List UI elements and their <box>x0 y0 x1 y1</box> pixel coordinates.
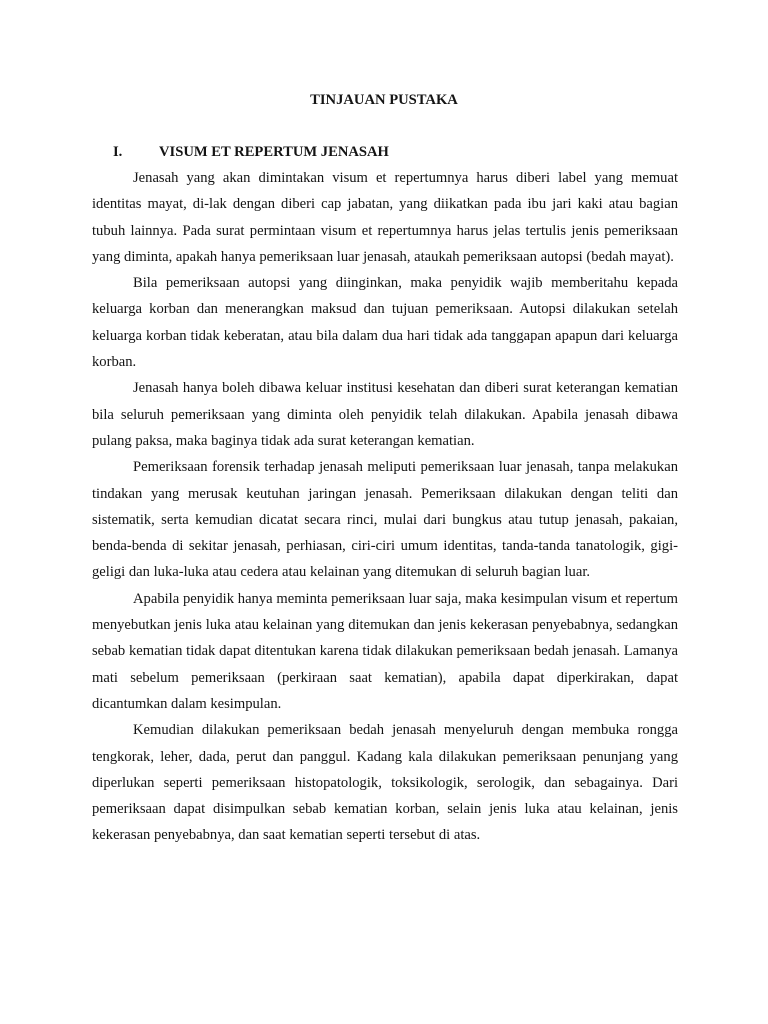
paragraph-external-conclusion: Apabila penyidik hanya meminta pemeriksaan luar saja, maka kesimpulan visum et repertum menyebutkan jenis luka atau kelainan yang ditemukan dan jenis kekerasan penyebabnya, sedangkan sebab kematian tidak dapat ditentukan karena tidak dilakukan pemeriksaan bedah jenasah. Lamanya mati sebelum pemeriksaan (perkiraan saat kematian), apabila dapat diperkirakan, dapat dicantumkan dalam kesimpulan. <box>92 590 678 712</box>
paragraph-external-examination: Pemeriksaan forensik terhadap jenasah meliputi pemeriksaan luar jenasah, tanpa melakukan tindakan yang merusak keutuhan jaringan jenasah. Pemeriksaan dilakukan dengan teliti dan sistematik, serta kemudian dicatat secara rinci, mulai dari bungkus atau tutup jenasah, pakaian, benda-benda di sekitar jenasah, perhiasan, ciri-ciri umum identitas, tanda-tanda tanatologik, gigi-geligi dan luka-luka atau cedera atau kelainan yang ditemukan di seluruh bagian luar. <box>92 459 678 581</box>
paragraph-label-identification: Jenasah yang akan dimintakan visum et repertumnya harus diberi label yang memuat identitas mayat, di-lak dengan diberi cap jabatan, yang diikatkan pada ibu jari kaki atau bagian tubuh lainnya. Pada surat permintaan visum et repertumnya harus jelas tertulis jenis pemeriksaan yang diminta, apakah hanya pemeriksaan luar jenasah, ataukah pemeriksaan autopsi (bedah mayat). <box>92 170 678 265</box>
document-title: TINJAUAN PUSTAKA <box>310 92 458 108</box>
paragraph-internal-examination: Kemudian dilakukan pemeriksaan bedah jenasah menyeluruh dengan membuka rongga tengkorak, leher, dada, perut dan panggul. Kadang kala dilakukan pemeriksaan penunjang yang diperlukan seperti pemeriksaan histopatologik, toksikologik, serologik, dan sebagainya. Dari pemeriksaan dapat disimpulkan sebab kematian korban, selain jenis luka atau kelainan, jenis kekerasan penyebabnya, dan saat kematian seperti tersebut di atas. <box>92 722 678 844</box>
section-heading <box>113 142 673 162</box>
section-number: I. <box>113 144 123 160</box>
paragraph-death-certificate: Jenasah hanya boleh dibawa keluar institusi kesehatan dan diberi surat keterangan kematian bila seluruh pemeriksaan yang diminta oleh penyidik telah dilakukan. Apabila jenasah dibawa pulang paksa, maka baginya tidak ada surat keterangan kematian. <box>92 380 678 449</box>
section-title: VISUM ET REPERTUM JENASAH <box>159 144 389 160</box>
section-body <box>92 165 678 849</box>
paragraph-autopsy-consent: Bila pemeriksaan autopsi yang diinginkan, maka penyidik wajib memberitahu kepada keluarga korban dan menerangkan maksud dan tujuan pemeriksaan. Autopsi dilakukan setelah keluarga korban tidak keberatan, atau bila dalam dua hari tidak ada tanggapan apapun dari keluarga korban. <box>92 275 678 371</box>
